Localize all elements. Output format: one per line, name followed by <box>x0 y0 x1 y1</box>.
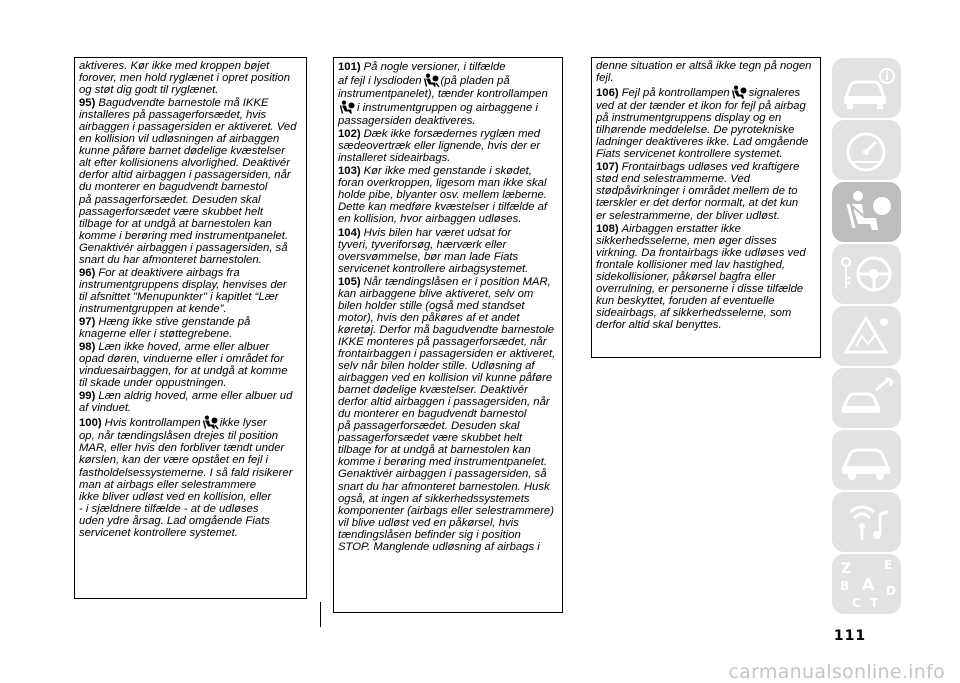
text-line <box>79 415 302 430</box>
text-line <box>79 194 302 206</box>
line-text: snart du har afmonteret barnestolen. <box>79 253 262 266</box>
text-line <box>79 390 302 402</box>
text-line <box>79 503 302 515</box>
seat-safety-airbag-icon <box>832 182 901 242</box>
text-line <box>596 247 816 259</box>
line-text: køretøj. Derfor må bagudvendte barnestole <box>338 323 555 336</box>
line-text: Læn aldrig hoved, arme eller albuer ud <box>98 390 293 403</box>
line-text: komme i berøring med instrumentpanelet. <box>338 456 548 469</box>
text-line <box>79 157 302 169</box>
page-number: 111 <box>833 628 867 644</box>
line-text: For at deaktivere airbags fra <box>98 266 240 279</box>
text-line <box>79 206 302 218</box>
line-text: airbaggen ved en kollision vil kunne påføre <box>338 372 553 385</box>
tab-maintenance[interactable] <box>832 368 901 428</box>
line-text: Hvis kontrollampen <box>104 417 201 430</box>
text-line <box>338 152 558 164</box>
text-line <box>79 442 302 454</box>
line-text: sideairbags, af sikkerhedsselerne, som <box>596 306 792 319</box>
line-text: Læn ikke hoved, arme eller albuer <box>98 341 270 354</box>
text-line <box>338 115 558 127</box>
index-letter: D <box>886 584 896 598</box>
line-text: alt efter kollisionens alvorlighed. Deaktivér <box>79 157 290 170</box>
line-text: - i sjældnere tilfælde - at de udløses <box>79 502 259 515</box>
line-text: forover, men hold ryglænet i opret position <box>79 72 290 85</box>
text-line <box>596 173 816 185</box>
text-line <box>338 468 558 480</box>
text-line <box>79 218 302 230</box>
note-number: 98) <box>79 341 96 354</box>
text-line <box>79 60 302 72</box>
text-line <box>338 300 558 312</box>
index-letter: Z <box>841 561 852 577</box>
line-text: passagersiden deaktiveres. <box>338 115 476 128</box>
line-text: stødpåvirkninger i området mellem de to <box>596 185 798 198</box>
line-text: knagerne eller i støttegrebene. <box>79 328 233 341</box>
note-number: 107) <box>596 161 619 174</box>
line-text: tilbage for at undgå at barnestolen kan <box>338 444 531 457</box>
dashboard-icon <box>832 120 901 180</box>
note-number: 105) <box>338 275 361 288</box>
line-text: frontale kollisioner med lav hastighed, <box>596 258 786 271</box>
text-line <box>338 529 558 541</box>
line-text: af fejl i lysdioden <box>338 75 422 88</box>
line-text: foran overkroppen, ligesom man ikke skal <box>338 177 547 190</box>
line-text: man at airbags eller selestrammere <box>79 478 257 491</box>
line-text: opad døren, vinduerne eller i området for <box>79 353 284 366</box>
text-line <box>596 136 816 148</box>
line-text: Fejl på kontrollampen <box>621 87 730 100</box>
text-line <box>596 259 816 271</box>
line-text: oversvømmelse, bør man lade Fiats <box>338 250 519 263</box>
text-line <box>596 112 816 124</box>
airbag-off-warning-icon <box>423 73 440 88</box>
watermark: carmanualsonline.info <box>728 661 945 683</box>
line-text: vinduesairbaggen, for at undgå at komme <box>79 365 288 378</box>
text-line <box>596 307 816 319</box>
text-line <box>338 213 558 225</box>
line-text: kørslen, kan der være opstået en fejl i <box>79 454 268 467</box>
line-text: ikke bliver udløst ved en kollision, eller <box>79 490 272 503</box>
note-number: 96) <box>79 266 96 279</box>
line-text: installeres på passagerforsædet, hvis <box>79 109 267 122</box>
line-text: Frontairbags udløses ved kraftigere <box>621 161 800 174</box>
text-line <box>338 360 558 372</box>
key-steering-wheel-icon <box>832 244 901 304</box>
text-line <box>596 124 816 136</box>
tab-safety[interactable] <box>832 182 901 242</box>
text-line <box>338 128 558 140</box>
line-text: sikkerhedsselerne, men øger disses <box>596 234 777 247</box>
line-text: tærskler er det derfor normalt, at det kun <box>596 197 799 210</box>
text-line <box>338 444 558 456</box>
text-line <box>79 527 302 539</box>
line-text: instrumentpanelet), tænder kontrollampen <box>338 88 548 101</box>
text-line <box>338 288 558 300</box>
text-line <box>596 185 816 197</box>
airbag-off-warning-icon <box>202 415 219 430</box>
line-text: IKKE monteres på passagerforsædet, når <box>338 335 547 348</box>
line-text: Dæk ikke forsædernes ryglæn med <box>363 128 541 141</box>
line-text: du monterer en bagudvendt barnestol <box>338 408 527 421</box>
tab-car-info[interactable] <box>832 58 901 118</box>
line-text: Genaktivér airbaggen i passagersiden, så <box>79 241 288 254</box>
line-text: tyveri, tyveriforsøg, hærværk eller <box>338 238 507 251</box>
line-text: derfor altid airbaggen i passagersiden, når <box>79 169 291 182</box>
line-text: derfor altid airbaggen i passagersiden, når <box>338 396 550 409</box>
note-number: 108) <box>596 222 619 235</box>
line-text: tilbage for at undgå at barnestolen kan <box>79 217 272 230</box>
airbag-warning-icon <box>731 85 748 100</box>
note-number: 99) <box>79 390 96 403</box>
line-text: Dette kan medføre kvæstelser i tilfælde af <box>338 201 548 214</box>
text-line <box>596 235 816 247</box>
text-line <box>338 336 558 348</box>
tab-starting-driving[interactable] <box>832 244 901 304</box>
note-number: 106) <box>596 87 619 100</box>
line-text-after-icon: ikke lyser <box>219 417 267 430</box>
line-text: tændingslåsen befinder sig i position <box>338 528 521 541</box>
text-line <box>79 467 302 479</box>
tab-technical-data[interactable] <box>832 430 901 490</box>
text-line <box>79 291 302 303</box>
line-text: af vinduet. <box>79 402 132 415</box>
text-line <box>338 384 558 396</box>
note-number: 100) <box>79 417 102 430</box>
line-text: du monterer en bagudvendt barnestol <box>79 181 268 194</box>
index-letter: T <box>870 596 879 610</box>
note-number: 97) <box>79 315 96 328</box>
line-text: derfor altid skal benyttes. <box>596 318 722 331</box>
line-text: holde pibe, blyanter osv. mellem læberne. <box>338 189 547 202</box>
line-text: servicenet kontrollere airbagsystemet. <box>338 262 529 275</box>
line-text: uden ydre årsag. Lad omgående Fiats <box>79 514 270 527</box>
index-letter: B <box>840 579 850 593</box>
text-line <box>596 271 816 283</box>
line-text: en kollision, hvor airbaggen udløses. <box>338 213 522 226</box>
line-text: aktiveres. Kør ikke med kroppen bøjet <box>79 60 270 72</box>
text-line <box>79 72 302 84</box>
text-line <box>596 319 816 331</box>
line-text: fejl. <box>596 72 614 85</box>
line-text: på instrumentgruppens display og en <box>596 112 782 125</box>
text-line <box>338 456 558 468</box>
text-line <box>338 73 558 88</box>
column-divider <box>320 602 321 627</box>
text-line <box>338 177 558 189</box>
car-specs-icon <box>832 430 901 490</box>
line-text: også, at ingen af sikkerhedssystemets <box>338 492 530 505</box>
warning-triangle-icon <box>832 306 901 366</box>
note-number: 102) <box>338 128 361 141</box>
line-text: MAR, eller hvis den forbliver tændt under <box>79 442 285 455</box>
line-text: På nogle versioner, i tilfælde <box>363 61 506 73</box>
line-text: en kollision vil udløsningen af airbaggen <box>79 133 280 146</box>
line-text: passagerforsædet være skubbet helt <box>338 432 522 445</box>
text-line <box>79 145 302 157</box>
text-line <box>596 223 816 235</box>
radio-music-icon <box>832 492 901 552</box>
line-text: Når tændingslåsen er i position MAR, <box>363 275 551 288</box>
line-text: på passagerforsædet. Desuden skal <box>338 420 520 433</box>
line-text: fastholdelsessystemerne. I så fald risikerer <box>79 466 293 479</box>
text-line <box>338 140 558 152</box>
note-number: 95) <box>79 97 96 110</box>
line-text: Fiats servicenet kontrollere systemet. <box>596 148 783 161</box>
text-line <box>79 109 302 121</box>
note-number: 103) <box>338 165 361 178</box>
text-line <box>79 353 302 365</box>
line-text: barnet dødelige kvæstelser. Deaktivér <box>338 384 528 397</box>
text-line <box>79 230 302 242</box>
text-line <box>338 481 558 493</box>
column-2 <box>333 57 563 613</box>
text-line <box>338 493 558 505</box>
text-line <box>79 267 302 279</box>
text-line <box>79 84 302 96</box>
alphabetical-index-icon <box>832 554 901 614</box>
text-line <box>79 377 302 389</box>
text-line <box>338 396 558 408</box>
text-line <box>338 227 558 239</box>
text-line <box>338 189 558 201</box>
line-text: instrumentgruppen at kende”. <box>79 302 227 315</box>
text-line <box>338 541 558 553</box>
line-text: på passagerforsædet. Desuden skal <box>79 193 261 206</box>
text-line <box>79 328 302 340</box>
text-line <box>596 100 816 112</box>
text-line <box>338 505 558 517</box>
line-text: motor), hvis den påkøres af et andet <box>338 311 520 324</box>
text-line <box>596 161 816 173</box>
text-line <box>338 239 558 251</box>
text-line <box>79 341 302 353</box>
text-line <box>338 408 558 420</box>
line-text: Kør ikke med genstande i skødet, <box>363 165 532 178</box>
text-line <box>338 348 558 360</box>
text-line <box>79 402 302 414</box>
airbag-warning-icon <box>339 100 356 115</box>
text-line <box>596 283 816 295</box>
text-line <box>79 316 302 328</box>
line-text: passagerforsædet være skubbet helt <box>79 205 263 218</box>
text-line <box>338 324 558 336</box>
text-line <box>338 263 558 275</box>
line-text: instrumentgruppens display, henvises der <box>79 278 287 291</box>
text-line <box>79 169 302 181</box>
text-line <box>79 430 302 442</box>
text-line <box>338 312 558 324</box>
index-letter: E <box>884 558 893 572</box>
note-number: 101) <box>338 61 361 73</box>
text-line <box>596 72 816 84</box>
line-text: servicenet kontrollere systemet. <box>79 526 238 539</box>
index-letter: A <box>862 575 875 594</box>
line-text: stød end selestrammerne. Ved <box>596 173 751 186</box>
column-1 <box>74 57 307 599</box>
line-text: til skade under oppustningen. <box>79 377 227 390</box>
text-line <box>338 61 558 73</box>
line-text: Airbaggen erstatter ikke <box>621 222 741 235</box>
car-wrench-icon <box>832 368 901 428</box>
text-line <box>79 97 302 109</box>
text-line <box>338 517 558 529</box>
text-line <box>79 254 302 266</box>
line-text: virkning. Da frontairbags ikke udløses ved <box>596 246 806 259</box>
line-text: Hæng ikke stive genstande på <box>98 315 251 328</box>
line-text: sidekollisioner, påkørsel bagfra eller <box>596 270 776 283</box>
note-number: 104) <box>338 226 361 239</box>
line-text: Genaktivér airbaggen i passagersiden, så <box>338 468 547 481</box>
line-text: denne situation er altså ikke tegn på nogen <box>596 60 812 72</box>
line-text: snart du har afmonteret barnestolen. Husk <box>338 480 550 493</box>
text-line <box>79 491 302 503</box>
text-line <box>338 432 558 444</box>
tab-multimedia[interactable] <box>832 492 901 552</box>
line-text: Hvis bilen har været udsat for <box>363 226 512 239</box>
line-text: og støt dig godt til ryglænet. <box>79 84 219 97</box>
text-line <box>338 251 558 263</box>
line-text: ladninger deaktiveres ikke. Lad omgående <box>596 136 809 149</box>
line-text: selv når bilen holder stille. Udløsning af <box>338 360 535 373</box>
text-line <box>338 420 558 432</box>
text-line <box>338 201 558 213</box>
text-line <box>338 100 558 115</box>
line-text: Bagudvendte barnestole må IKKE <box>98 97 269 110</box>
line-text: frontairbaggen i passagersiden er aktiveret, <box>338 347 556 360</box>
tab-dashboard[interactable] <box>832 120 901 180</box>
line-text: ved at der tænder et ikon for fejl på airbag <box>596 100 806 113</box>
line-text: op, når tændingslåsen drejes til position <box>79 430 279 443</box>
line-text: sædeovertræk eller lignende, hvis der er <box>338 140 541 153</box>
index-letter: C <box>852 596 861 610</box>
text-line <box>338 372 558 384</box>
line-text: tilhørende meddelelse. De pyrotekniske <box>596 124 795 137</box>
text-line <box>79 279 302 291</box>
line-text-after-icon: i instrumentgruppen og airbaggene i <box>357 102 538 115</box>
line-text: kunne påføre barnet dødelige kvæstelser <box>79 145 285 158</box>
line-text-after-icon: signaleres <box>748 87 801 100</box>
car-info-icon <box>832 58 901 118</box>
text-line <box>338 276 558 288</box>
text-line <box>79 242 302 254</box>
text-line <box>338 88 558 100</box>
text-line <box>596 60 816 72</box>
line-text: STOP. Manglende udløsning af airbags i <box>338 540 540 553</box>
line-text: komme i berøring med instrumentpanelet. <box>79 229 289 242</box>
text-line <box>596 210 816 222</box>
line-text: kun beskyttet, foruden af eventuelle <box>596 294 775 307</box>
line-text: er selestrammerne, der bliver udløst. <box>596 209 780 222</box>
text-line <box>79 133 302 145</box>
line-text: til afsnittet "Menupunkter" i kapitlet “Lær <box>79 290 279 303</box>
line-text: komponenter (airbags eller selestrammere) <box>338 504 554 517</box>
text-line <box>596 148 816 160</box>
text-line <box>338 165 558 177</box>
line-text-after-icon: (på pladen på <box>440 75 510 88</box>
text-line <box>79 515 302 527</box>
text-line <box>596 295 816 307</box>
text-line <box>79 303 302 315</box>
line-text: overrulning, er personerne i disse tilfælde <box>596 282 804 295</box>
line-text: airbaggen i passagersiden er aktiveret. Ved <box>79 121 297 134</box>
line-text: bilen holder stille (også med standset <box>338 299 525 312</box>
text-line <box>79 365 302 377</box>
text-line <box>79 121 302 133</box>
text-line <box>596 85 816 100</box>
text-line <box>596 197 816 209</box>
line-text: vil blive udløst ved en påkørsel, hvis <box>338 516 519 529</box>
text-line <box>79 479 302 491</box>
text-line <box>79 454 302 466</box>
column-3 <box>591 57 821 358</box>
line-text: installeret sideairbags. <box>338 152 451 165</box>
tab-index[interactable] <box>832 554 901 614</box>
tab-emergency[interactable] <box>832 306 901 366</box>
text-line <box>79 181 302 193</box>
line-text: kan airbaggene blive aktiveret, selv om <box>338 287 534 300</box>
